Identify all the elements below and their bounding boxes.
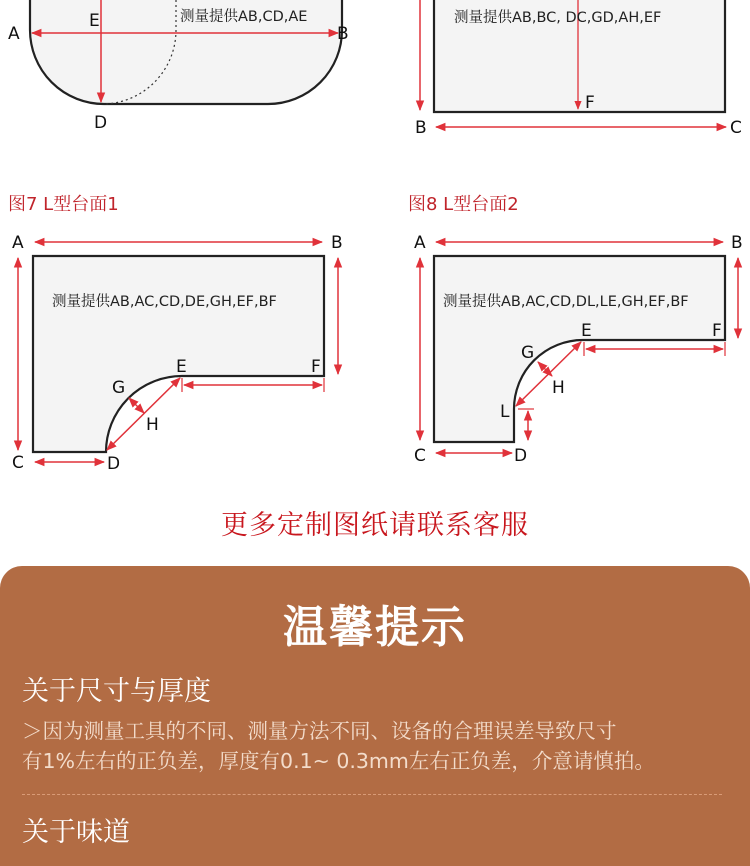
fig7-gh-arrow bbox=[129, 398, 144, 413]
size-thickness-body bbox=[22, 716, 734, 776]
oval-note: 测量提供AB,CD,AE bbox=[180, 9, 308, 25]
fig7-point-a: A bbox=[12, 233, 24, 253]
rect-point-c: C bbox=[730, 118, 742, 138]
fig8-point-e: E bbox=[581, 321, 592, 341]
oval-point-b: B bbox=[337, 24, 349, 44]
smell-heading: 关于味道 bbox=[22, 817, 130, 848]
section-divider bbox=[22, 794, 722, 795]
fig8-point-f: F bbox=[712, 321, 722, 341]
fig7-point-f: F bbox=[311, 357, 321, 377]
fig7-note: 测量提供AB,AC,CD,DE,GH,EF,BF bbox=[52, 294, 277, 310]
oval-diagram bbox=[8, 0, 349, 133]
fig7-point-d: D bbox=[107, 454, 121, 474]
fig7-point-c: C bbox=[12, 453, 24, 473]
contact-service-link[interactable]: 更多定制图纸请联系客服 bbox=[221, 510, 529, 541]
rect-point-b: B bbox=[415, 118, 427, 138]
fig8-point-a: A bbox=[414, 233, 426, 253]
fig8-title: 图8 L型台面2 bbox=[408, 194, 519, 215]
rect-note: 测量提供AB,BC, DC,GD,AH,EF bbox=[454, 10, 662, 26]
oval-point-a: A bbox=[8, 24, 20, 44]
fig8-point-b: B bbox=[731, 233, 743, 253]
fig8-point-l: L bbox=[500, 402, 510, 422]
fig8-diagram bbox=[408, 194, 743, 466]
fig7-point-g: G bbox=[112, 378, 126, 398]
rect-point-f: F bbox=[585, 93, 595, 113]
fig8-point-d: D bbox=[514, 446, 528, 466]
fig8-point-h: H bbox=[552, 378, 565, 398]
size-thickness-line-2: 有1%左右的正负差，厚度有0.1~ 0.3mm左右正负差，介意请慎拍。 bbox=[22, 749, 655, 773]
fig7-title: 图7 L型台面1 bbox=[8, 194, 119, 215]
oval-point-e: E bbox=[89, 11, 100, 31]
fig8-point-g: G bbox=[521, 343, 535, 363]
size-thickness-line-1: ＞因为测量工具的不同、测量方法不同、设备的合理误差导致尺寸 bbox=[22, 719, 617, 743]
fig7-point-h: H bbox=[146, 415, 159, 435]
rect-diagram bbox=[415, 0, 742, 138]
fig8-note: 测量提供AB,AC,CD,DL,LE,GH,EF,BF bbox=[443, 294, 689, 310]
size-thickness-heading: 关于尺寸与厚度 bbox=[22, 676, 211, 707]
fig7-diagram bbox=[8, 194, 343, 474]
oval-point-d: D bbox=[94, 113, 108, 133]
tips-title: 温馨提示 bbox=[283, 602, 467, 653]
tips-panel bbox=[0, 566, 750, 866]
fig8-point-c: C bbox=[414, 446, 426, 466]
fig7-shape bbox=[33, 256, 324, 452]
fig8-gh-arrow bbox=[538, 362, 552, 376]
fig7-point-e: E bbox=[176, 357, 187, 377]
fig7-point-b: B bbox=[331, 233, 343, 253]
